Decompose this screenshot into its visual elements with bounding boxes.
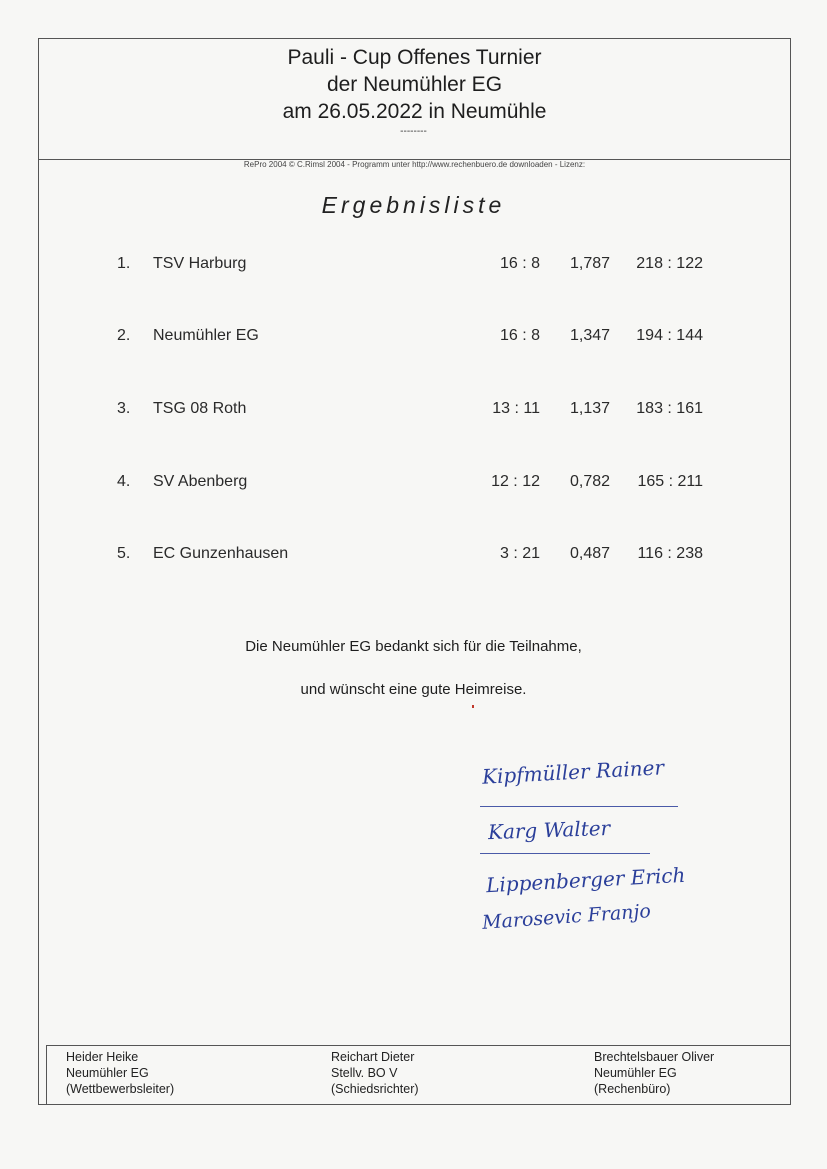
result-ratio: 0,487	[570, 545, 611, 562]
result-points: 16 : 8	[499, 255, 540, 272]
result-team: EC Gunzenhausen	[153, 545, 289, 562]
official-role: (Wettbewerbsleiter)	[66, 1082, 175, 1096]
official-club: Neumühler EG	[66, 1066, 149, 1080]
result-ratio: 1,787	[570, 255, 611, 272]
result-score: 194 : 144	[636, 327, 703, 344]
ink-speck	[472, 705, 474, 708]
signature: Karg Walter	[487, 815, 611, 845]
result-score: 116 : 238	[637, 545, 703, 562]
result-score: 165 : 211	[637, 473, 703, 490]
result-points: 3 : 21	[499, 545, 540, 562]
result-team: TSG 08 Roth	[153, 400, 247, 417]
official-role: (Rechenbüro)	[594, 1082, 671, 1096]
result-ratio: 1,347	[570, 327, 611, 344]
result-row	[0, 327, 827, 351]
closing-wishes: und wünscht eine gute Heimreise.	[300, 681, 527, 698]
footer-official-right	[594, 1049, 714, 1097]
result-points: 12 : 12	[491, 473, 540, 490]
result-row	[0, 473, 827, 497]
official-role: (Schiedsrichter)	[331, 1082, 419, 1096]
result-rank: 5.	[117, 545, 131, 562]
result-rank: 4.	[117, 473, 131, 490]
result-team: SV Abenberg	[153, 473, 248, 490]
result-ratio: 0,782	[570, 473, 611, 490]
result-row	[0, 400, 827, 424]
result-rank: 2.	[117, 327, 131, 344]
official-name: Reichart Dieter	[331, 1050, 415, 1064]
result-team: TSV Harburg	[153, 255, 247, 272]
result-row	[0, 545, 827, 569]
result-ratio: 1,137	[570, 400, 611, 417]
official-name: Brechtelsbauer Oliver	[594, 1050, 715, 1064]
signature: Lippenberger Erich	[485, 862, 686, 898]
title-line-2: der Neumühler EG	[326, 73, 503, 96]
signature-underline	[480, 853, 650, 854]
closing-thanks: Die Neumühler EG bedankt sich für die Teilnahme,	[245, 638, 582, 655]
result-row	[0, 255, 827, 279]
results-heading: Ergebnisliste	[321, 192, 506, 218]
signature-block	[480, 755, 720, 940]
result-team: Neumühler EG	[153, 327, 259, 344]
title-separator: --------	[400, 126, 427, 137]
official-club: Stellv. BO V	[331, 1066, 398, 1080]
title-line-3: am 26.05.2022 in Neumühle	[282, 100, 547, 123]
title-line-1: Pauli - Cup Offenes Turnier	[287, 46, 542, 69]
footer-official-center	[331, 1049, 419, 1097]
result-score: 183 : 161	[636, 400, 703, 417]
official-club: Neumühler EG	[594, 1066, 677, 1080]
signature: Marosevic Franjo	[481, 900, 652, 934]
result-points: 16 : 8	[499, 327, 540, 344]
signature: Kipfmüller Rainer	[481, 755, 665, 789]
footer-divider	[46, 1045, 791, 1046]
document-title	[38, 44, 791, 125]
signature-underline	[480, 806, 678, 807]
result-rank: 1.	[117, 255, 131, 272]
software-credit: RePro 2004 © C.Rimsl 2004 - Programm unter http://www.rechenbuero.de downloaden - Lizenz:	[243, 160, 586, 169]
official-name: Heider Heike	[66, 1050, 139, 1064]
footer-official-left	[66, 1049, 174, 1097]
footer-divider-left	[46, 1045, 47, 1105]
result-rank: 3.	[117, 400, 131, 417]
result-points: 13 : 11	[492, 400, 540, 417]
result-score: 218 : 122	[636, 255, 703, 272]
